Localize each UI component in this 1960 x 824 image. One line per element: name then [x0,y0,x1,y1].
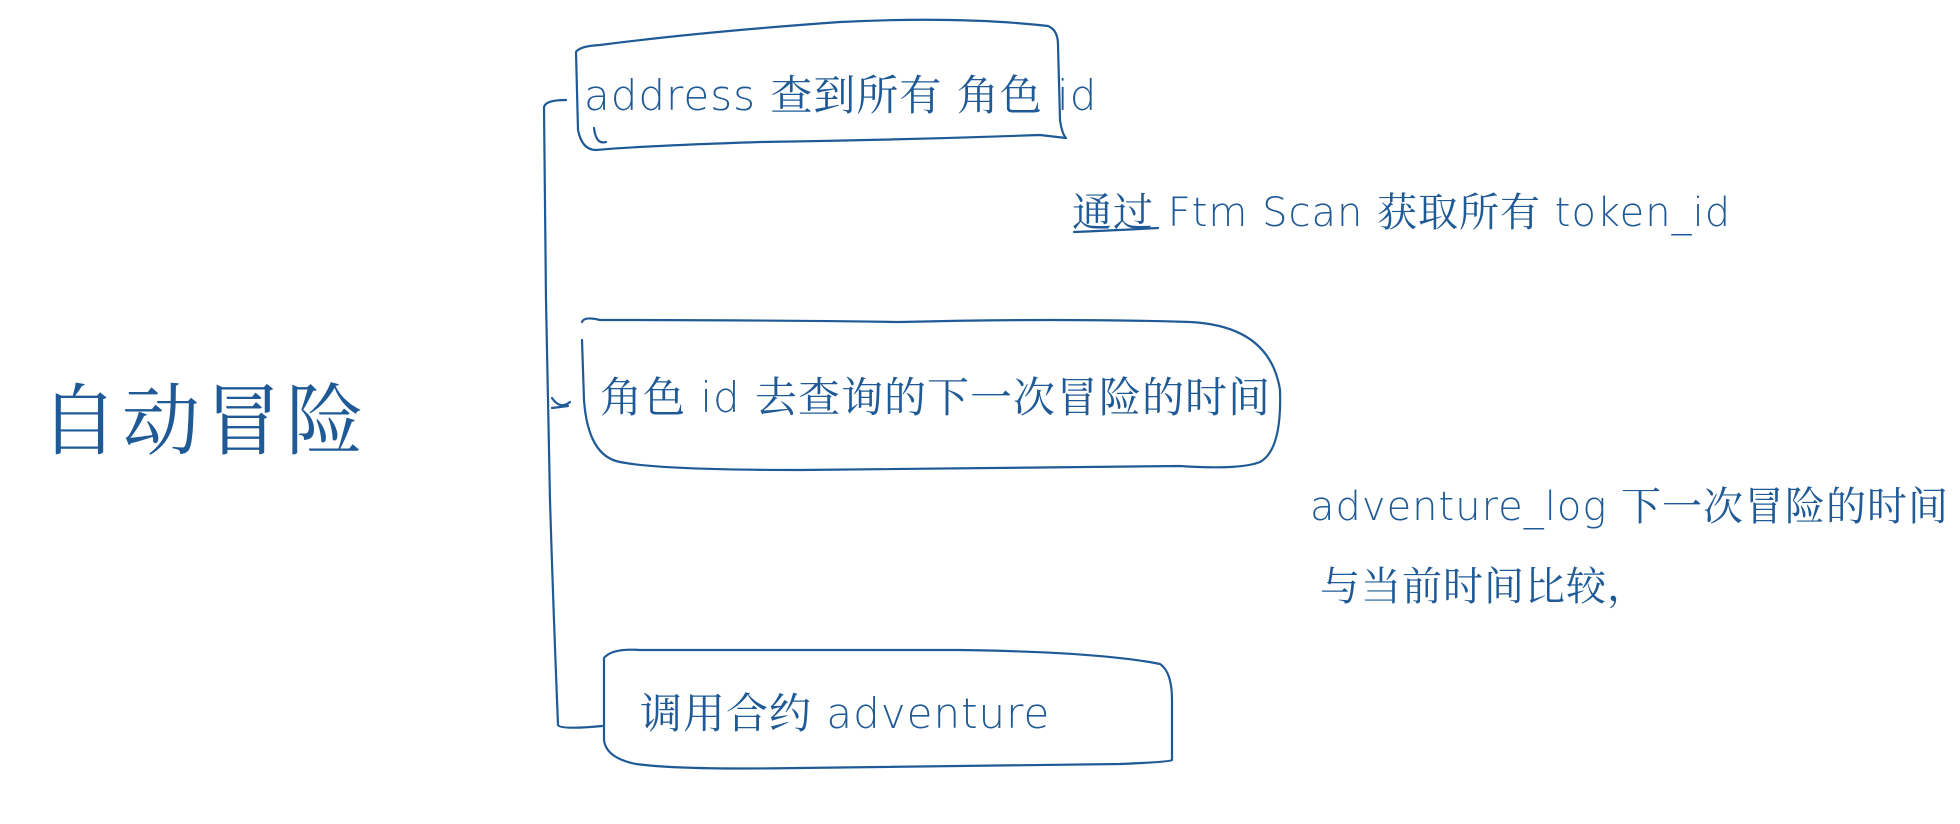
step-2-label: 角色 id 去查询的下一次冒险的时间 [600,373,1272,422]
step-1-label: address 查到所有 角色 id [584,71,1098,120]
step-3-label: 调用合约 adventure [640,689,1051,738]
tree-connector-line [544,100,602,728]
root-label: 自动冒险 [40,377,369,467]
step-1-note: 通过 Ftm Scan 获取所有 token_id [1072,190,1732,236]
step-2-note-line-1: adventure_log 下一次冒险的时间 [1310,484,1950,530]
connector-tick-top [594,128,606,142]
step-2-note-line-2: 与当前时间比较， [1320,564,1648,610]
connector-tick-mid [552,398,570,408]
